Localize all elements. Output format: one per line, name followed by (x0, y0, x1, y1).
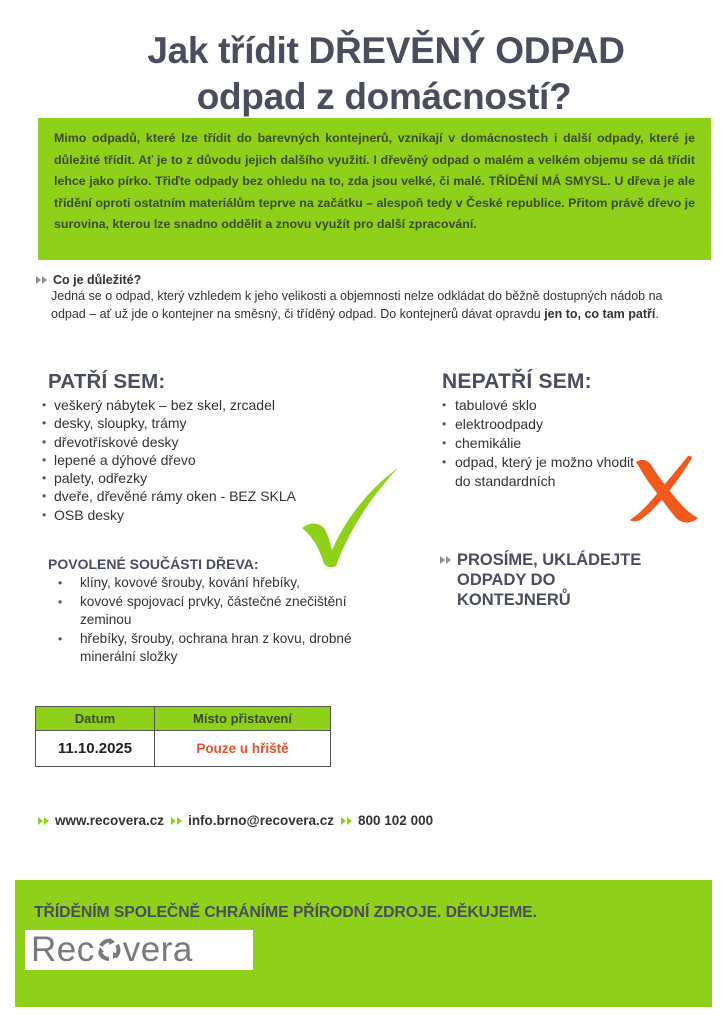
schedule-table (35, 706, 331, 767)
list-item-text: klíny, kovové šrouby, kování hřebíky, (80, 575, 300, 590)
double-arrow-icon (341, 817, 353, 825)
list-item: • OSB desky (42, 506, 402, 524)
not-belongs-section (442, 370, 642, 491)
please-notice (440, 550, 700, 610)
list-item: • veškerý nábytek – bez skel, zrcadel (42, 396, 402, 414)
list-item: • chemikálie (442, 434, 642, 453)
logo-prefix: Rec (31, 930, 95, 969)
list-item-text: hřebíky, šrouby, ochrana hran z kovu, drobné minerální složky (80, 630, 352, 665)
list-item: • odpad, který je možno vhodit do standardních (442, 453, 642, 491)
website-link[interactable]: www.recovera.cz (55, 813, 165, 828)
cross-mark-icon (628, 454, 700, 526)
contacts-row (35, 813, 437, 828)
title-line-2: odpad z domácností? (196, 76, 572, 117)
please-text: PROSÍME, UKLÁDEJTE ODPADY DO KONTEJNERŮ (457, 551, 642, 609)
logo-suffix: vera (122, 930, 193, 969)
header-place: Místo přistavení (155, 707, 331, 731)
check-mark-icon (300, 466, 400, 570)
important-text (36, 287, 696, 323)
important-heading: Co je důležité? (53, 273, 142, 287)
important-text-bold: jen to, co tam patří (544, 307, 656, 321)
footer-banner (15, 880, 712, 1007)
list-item: • tabulové sklo (442, 396, 642, 415)
list-item (58, 593, 398, 630)
logo-text (31, 930, 193, 970)
list-item: • dveře, dřevěné rámy oken - BEZ SKLA (42, 487, 402, 505)
recovera-logo (25, 930, 253, 970)
table-header-row (36, 707, 331, 731)
list-item-text: kovové spojovací prvky, částečné znečištění zeminou (80, 593, 347, 628)
not-belongs-list (442, 396, 642, 491)
cell-place: Pouze u hřiště (155, 731, 331, 767)
table-row (36, 731, 331, 767)
recycle-icon (96, 937, 122, 963)
important-text-main: Jedná se o odpad, který vzhledem k jeho velikosti a objemnosti nelze odkládat do běžně dostupných nádob na odpad – ať už jde o kontejner na směsný, či tříděný odpad. Do kontejnerů dávat opravdu (51, 289, 663, 321)
allowed-parts-section (48, 556, 418, 667)
cell-date: 11.10.2025 (36, 731, 155, 767)
double-arrow-icon (38, 817, 50, 825)
list-item: • elektroodpady (442, 415, 642, 434)
please-row (440, 550, 700, 610)
phone-number: 800 102 000 (358, 813, 434, 828)
list-item: • dřevotřískové desky (42, 433, 402, 451)
list-item: • desky, sloupky, trámy (42, 414, 402, 432)
allowed-parts-heading: POVOLENÉ SOUČÁSTI DŘEVA: (48, 556, 259, 572)
header-date: Datum (36, 707, 155, 731)
intro-box (38, 118, 711, 260)
list-item: • palety, odřezky (42, 469, 402, 487)
double-arrow-icon (171, 817, 183, 825)
not-belongs-heading: NEPATŘÍ SEM: (442, 370, 592, 393)
belongs-heading: PATŘÍ SEM: (48, 370, 166, 393)
important-text-end: . (655, 307, 659, 321)
intro-text: Mimo odpadů, které lze třídit do barevných kontejnerů, vznikají v domácnostech i další odpady, které je důležité třídit. Ať je to z důvodu jejich dalšího využití. I dřevěný odpad o malém a velkém objemu se dá třídit lehce jako pírko. Třiďte odpady bez ohledu na to, zda jsou velké, či malé. TŘÍDĚNÍ MÁ SMYSL. U dřeva je ale třídění oproti ostatním materiálům teprve na začátku – alespoň tedy v České republice. Přitom právě dřevo je surovina, kterou lze snadno oddělit a znovu využít pro další zpracování. (54, 131, 695, 231)
list-item (58, 574, 308, 593)
important-heading-row (36, 273, 696, 287)
email-link[interactable]: info.brno@recovera.cz (188, 813, 335, 828)
double-arrow-icon (36, 276, 48, 284)
allowed-parts-list (58, 574, 418, 667)
page-title (0, 28, 724, 120)
footer-slogan: TŘÍDĚNÍM SPOLEČNĚ CHRÁNÍME PŘÍRODNÍ ZDROJE. DĚKUJEME. (34, 904, 537, 921)
list-item: • lepené a dýhové dřevo (42, 451, 402, 469)
list-item (58, 630, 403, 667)
double-arrow-icon (440, 556, 452, 564)
important-section (36, 273, 696, 323)
title-line-1: Jak třídit DŘEVĚNÝ ODPAD (147, 30, 625, 71)
